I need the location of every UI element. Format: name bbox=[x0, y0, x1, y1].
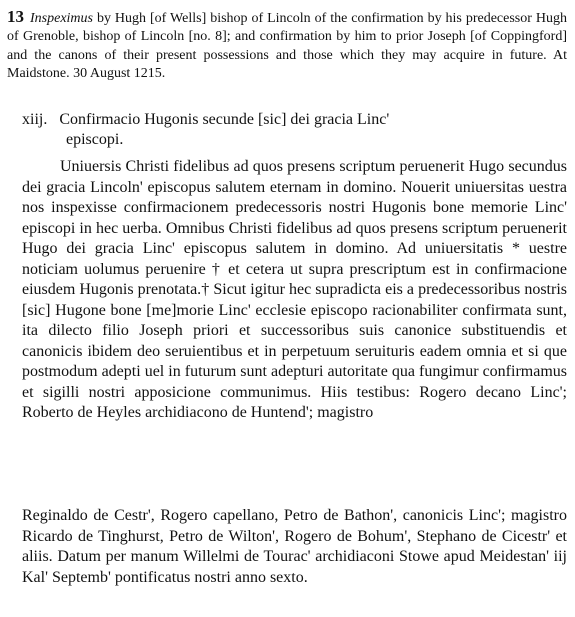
heading-numeral: xiij. bbox=[22, 111, 48, 128]
heading-line-1: Confirmacio Hugonis secunde [sic] dei gracia Linc' bbox=[59, 111, 390, 128]
witness-list: Reginaldo de Cestr', Rogero capellano, Petro de Bathon', canonicis Linc'; magistro Ricardo de Tinghurst, Petro de Wilton', Rogero de Bohum', Stephano de Cicestr' et aliis. Datum per manum Willelmi de Tourac' archidiaconi Stowe apud Meidestan' iij Kal' Septemb' pontificatus nostri anno sexto. bbox=[22, 507, 567, 586]
charter-heading bbox=[22, 110, 567, 150]
charter-body: Uniuersis Christi fidelibus ad quos presens scriptum peruenerit Hugo secundus dei gracia Lincoln' episcopus salutem eternam in domino. Nouerit uniuersitas uestra nos inspexisse confirmacionem predecessoris nostri Hugonis bone memorie Linc' episcopi in hec uerba. Omnibus Christi fidelibus ad quos presens scriptum peruenerit Hugo dei gracia Linc' episcopus salutem in domino. Ad uniuersitatis * uestre noticiam uolumus peruenire † et cetera ut supra prescriptum est in confirmacione eiusdem Hugonis prenotata.† Sicut igitur hec supradicta eis a predecessoribus nostris [sic] Hugone bone [me]morie Linc' ecclesie episcopo racionabiliter confirmata sunt, ita dilecto filio Joseph priori et successoribus suis canonice substituendis et canonicis ibidem deo seruientibus et in perpetuum seruituris eadem omnia et si que postmodum adepti uel in futurum sunt adepturi autoritate qua fungimur confirmamus et sigilli nostri apposicione communimus. Hiis testibus: Rogero decano Linc'; Roberto de Heyles archidiacono de Huntend'; magistro bbox=[22, 158, 567, 421]
heading-line-2: episcopi. bbox=[66, 131, 124, 148]
summary-text: by Hugh [of Wells] bishop of Lincoln of the confirmation by his predecessor Hugh of Grenoble, bishop of Lincoln [no. 8]; and confirmation by him to prior Joseph [of Coppingford] and the canons of their present possessions and those which they may acquire in future. At Maidstone. 30 August 1215. bbox=[7, 11, 567, 82]
charter-summary bbox=[7, 8, 567, 84]
summary-keyword: Inspeximus bbox=[30, 11, 93, 26]
entry-number: 13 bbox=[7, 7, 24, 26]
